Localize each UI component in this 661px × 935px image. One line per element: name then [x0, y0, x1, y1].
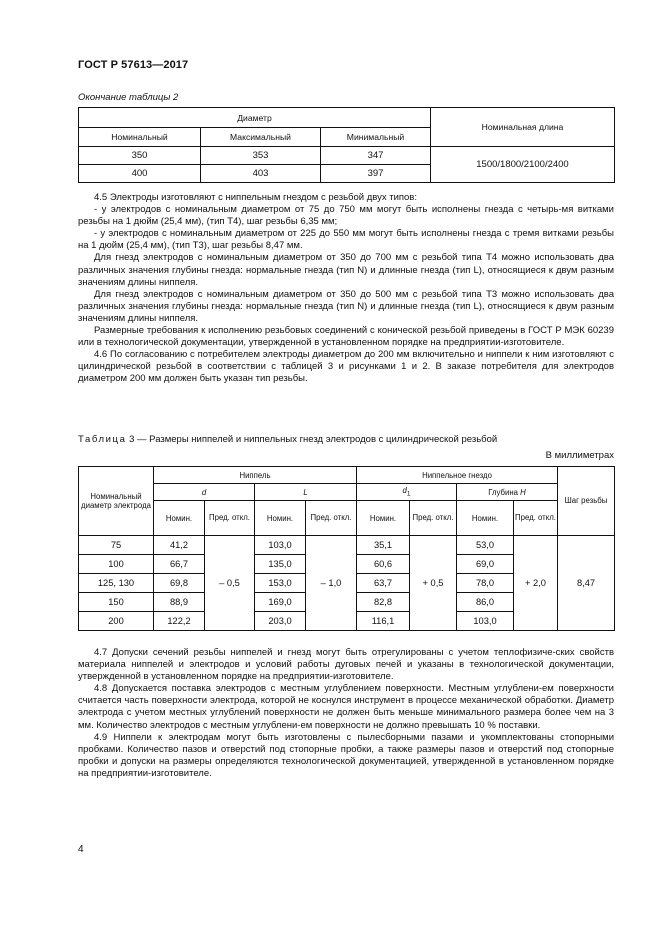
table-cell: 200: [79, 612, 154, 631]
table-cell: 60,6: [357, 555, 410, 574]
t3-tol-L: – 1,0: [306, 536, 357, 631]
table-cell: 397: [321, 165, 431, 183]
t3-tol-H: + 2,0: [514, 536, 558, 631]
section-4-7-to-4-9: [78, 647, 614, 780]
table-cell: 347: [321, 147, 431, 165]
table-cell: 69,8: [154, 574, 205, 593]
table-cell: 122,2: [154, 612, 205, 631]
table-cell: 63,7: [357, 574, 410, 593]
table-cell: 78,0: [457, 574, 514, 593]
t2-head-nominal: Номинальный: [79, 128, 201, 147]
t3-step-value: 8,47: [558, 536, 615, 631]
table-cell: 403: [201, 165, 321, 183]
t3-head-d1-symbol: d: [402, 486, 407, 496]
table-cell: 82,8: [357, 593, 410, 612]
table-cell: 125, 130: [79, 574, 154, 593]
t3-head-step: Шаг резьбы: [558, 467, 615, 536]
bullet-item: - у электродов с номинальным диаметром от 225 до 550 мм могут быть исполнены гнезда с тремя витками резьбы на 1 дюйм (25,4 мм), (тип Т3), шаг резьбы 8,47 мм.: [78, 228, 614, 252]
t2-length-value: 1500/1800/2100/2400: [431, 147, 615, 183]
t3-head-tol: Пред. откл.: [514, 501, 558, 536]
table-cell: 88,9: [154, 593, 205, 612]
section-4-5: [78, 192, 614, 386]
t2-head-max: Максимальный: [201, 128, 321, 147]
standard-header: ГОСТ Р 57613—2017: [78, 59, 189, 71]
table-cell: 86,0: [457, 593, 514, 612]
t3-head-depth: [457, 484, 558, 501]
t3-head-socket: Ниппельное гнездо: [357, 467, 558, 484]
table-cell: 153,0: [255, 574, 306, 593]
page-number: 4: [78, 844, 84, 855]
table-cell: 35,1: [357, 536, 410, 555]
table3-label: Таблица: [78, 434, 127, 445]
t3-head-nom: Номин.: [255, 501, 306, 536]
table-cell: 66,7: [154, 555, 205, 574]
t3-head-diameter: Номинальный диаметр электрода: [79, 467, 154, 536]
table-cell: 103,0: [457, 612, 514, 631]
paragraph: Размерные требования к исполнению резьбовых соединений с конической резьбой приведены в ГОСТ Р МЭК 60239 или в технологической документации, утвержденной в установленном порядке на предприятии-изготовителе.: [78, 325, 614, 349]
table-cell: 353: [201, 147, 321, 165]
table-cell: 41,2: [154, 536, 205, 555]
table-cell: 350: [79, 147, 201, 165]
table3-number: 3: [129, 434, 135, 445]
t3-head-nom: Номин.: [154, 501, 205, 536]
t3-head-depth-label: Глубина: [488, 487, 518, 497]
t3-tol-d: – 0,5: [205, 536, 255, 631]
t3-head-nipple: Ниппель: [154, 467, 357, 484]
paragraph: Для гнезд электродов с номинальным диаметром от 350 до 700 мм с резьбой типа Т4 можно использовать два различных значения глубины гнезда: нормальные гнезда (тип N) и длинные гнезда (тип L), относящиеся к двум разным значениям длины ниппеля.: [78, 252, 614, 288]
t3-head-d: d: [154, 484, 255, 501]
table-cell: 169,0: [255, 593, 306, 612]
t2-head-diameter: Диаметр: [79, 108, 431, 128]
table-cell: 75: [79, 536, 154, 555]
table-cell: 135,0: [255, 555, 306, 574]
table-2: [78, 107, 615, 183]
paragraph: 4.7 Допуски сечений резьбы ниппелей и гнезд могут быть отрегулированы с учетом теплофизиче-ских свойств материала ниппелей и электродов и условий работы дуговых печей и указаны в технологической документации, утвержденной в установленном порядке на предприятии-изготовителе.: [78, 647, 614, 683]
table3-title-text: — Размеры ниппелей и ниппельных гнезд электродов с цилиндрической резьбой: [134, 434, 498, 445]
t3-head-nom: Номин.: [457, 501, 514, 536]
t3-head-nom: Номин.: [357, 501, 410, 536]
paragraph: Для гнезд электродов с номинальным диаметром от 350 до 500 мм с резьбой типа Т3 можно использовать два различных значения глубины гнезда: нормальные гнезда (тип N) и длинные гнезда (тип L), относящиеся к двум разным значениям длины ниппеля.: [78, 288, 614, 324]
table3-title: [78, 434, 497, 445]
table3-units: В миллиметрах: [545, 450, 614, 461]
t3-head-depth-symbol: H: [520, 487, 526, 497]
t3-head-d1: [357, 484, 457, 501]
table-cell: 116,1: [357, 612, 410, 631]
t3-tol-d1: + 0,5: [410, 536, 457, 631]
paragraph: 4.5 Электроды изготовляют с ниппельным гнездом с резьбой двух типов:: [94, 192, 417, 203]
table-3: [78, 466, 615, 631]
table-cell: 150: [79, 593, 154, 612]
paragraph: 4.6 По согласованию с потребителем электроды диаметром до 200 мм включительно и ниппели к ним изготовляют с цилиндрической резьбой в соответствии с таблицей 3 и рисунками 1 и 2. В заказе потребителя для электродов диаметром 200 мм должен быть указан тип резьбы.: [78, 349, 614, 385]
table2-caption: Окончание таблицы 2: [78, 92, 179, 103]
t3-head-tol: Пред. откл.: [205, 501, 255, 536]
t2-head-min: Минимальный: [321, 128, 431, 147]
table-cell: 103,0: [255, 536, 306, 555]
table-cell: 69,0: [457, 555, 514, 574]
table-cell: 53,0: [457, 536, 514, 555]
paragraph: 4.9 Ниппели к электродам могут быть изготовлены с пылесборными пазами и укомплектованы стопорными пробками. Количество пазов и отверстий под стопорные пробки, а также размеры пазов и отверстий под стопорные пробки и допуски на размеры определяются технологической документацией, утвержденной в установленном порядке на предприятии-изготовителе.: [78, 731, 614, 779]
bullet-item: - у электродов с номинальным диаметром от 75 до 750 мм могут быть исполнены гнезда с четырь-мя витками резьбы на 1 дюйм (25,4 мм), (тип Т4), шаг резьбы 6,35 мм;: [78, 204, 614, 228]
t3-head-tol: Пред. откл.: [306, 501, 357, 536]
t2-head-length: Номинальная длина: [431, 108, 615, 147]
table-cell: 400: [79, 165, 201, 183]
t3-head-d1-subscript: 1: [406, 490, 411, 498]
table-cell: 100: [79, 555, 154, 574]
table-cell: 203,0: [255, 612, 306, 631]
paragraph: 4.8 Допускается поставка электродов с местным углублением поверхности. Местным углублени-ем поверхности считается часть поверхности электрода, которой не коснулся инструмент в процессе механической обработки. Диаметр электрода с учетом местных углублений поверхности не должен быть меньше минимального размера более чем на 3 мм. Количество электродов с местным углублени-ем поверхности не должно превышать 10 % поставки.: [78, 683, 614, 731]
t3-head-L: L: [255, 484, 357, 501]
t3-head-tol: Пред. откл.: [410, 501, 457, 536]
